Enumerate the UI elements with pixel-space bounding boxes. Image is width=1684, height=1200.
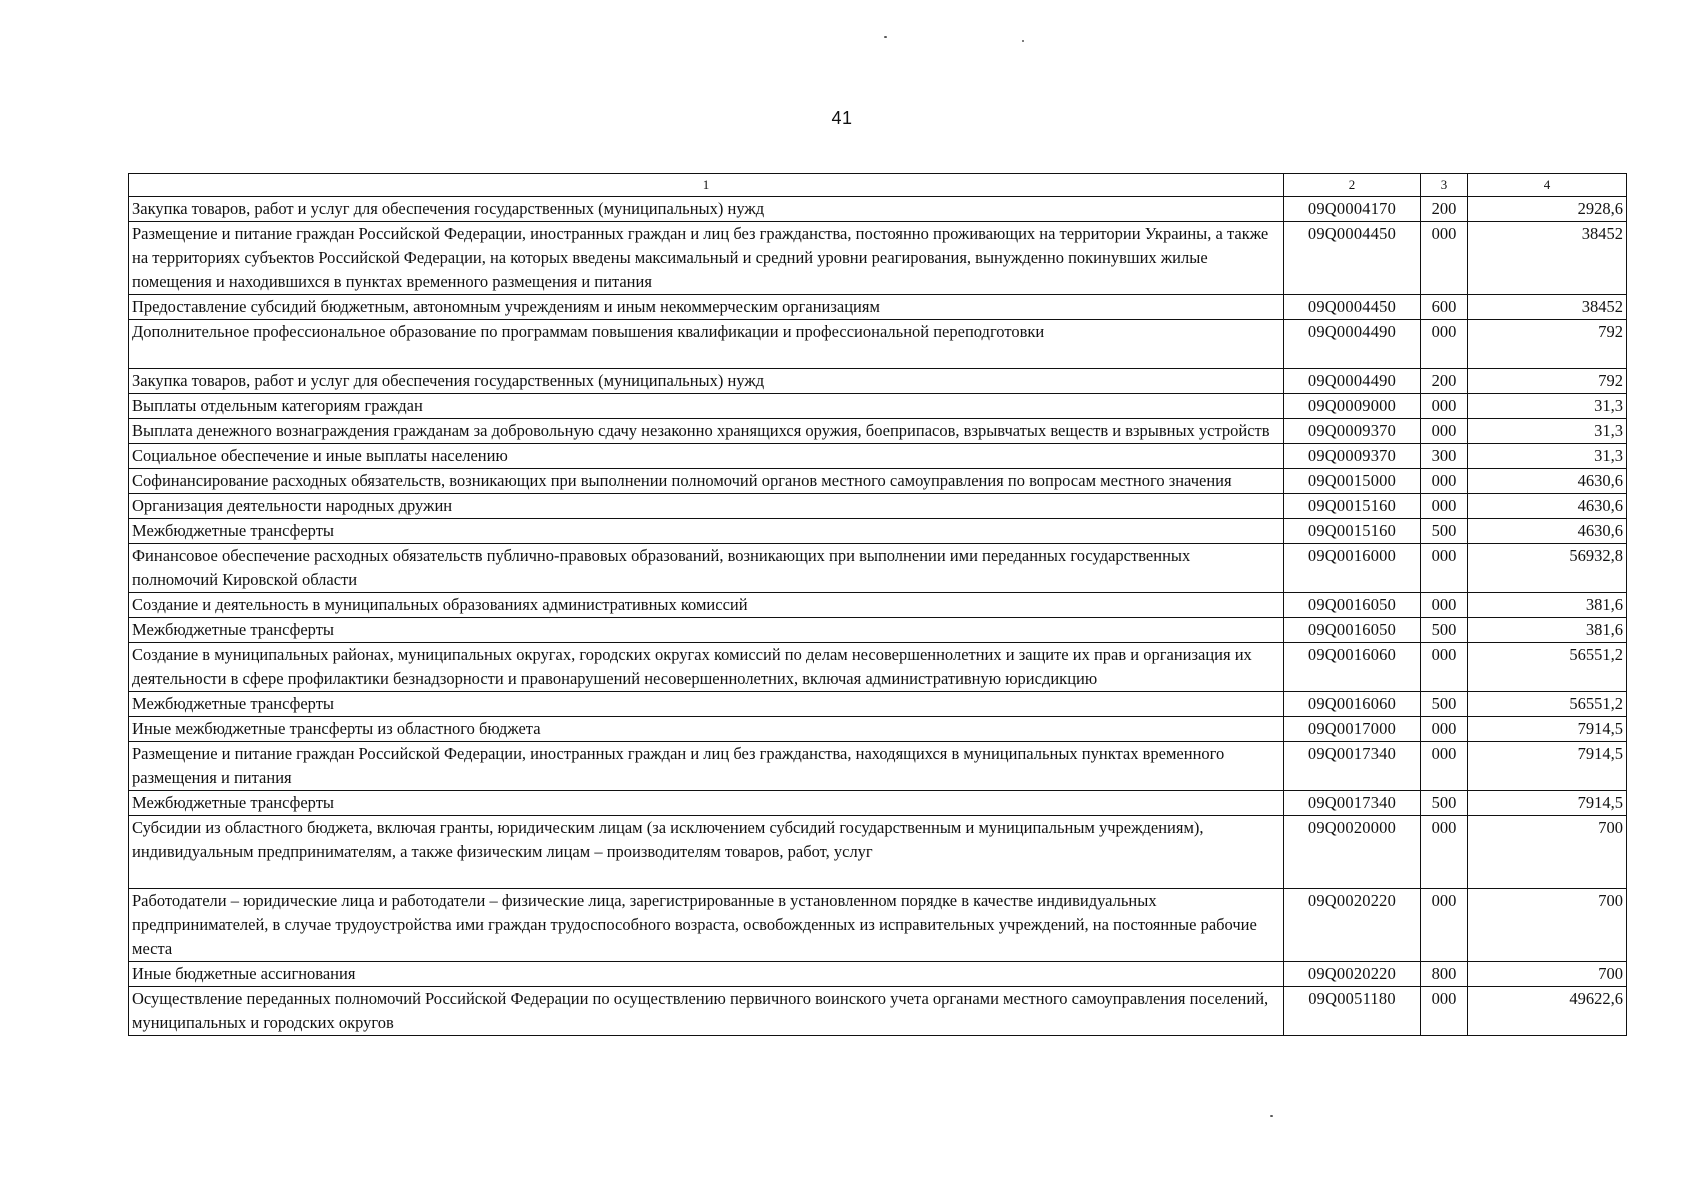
column-header-3: 3 (1421, 174, 1468, 197)
row-code-cell: 09Q0004490 (1284, 320, 1421, 369)
row-amount-cell: 56932,8 (1468, 544, 1627, 593)
row-kind-cell: 000 (1421, 816, 1468, 889)
row-kind-cell: 200 (1421, 197, 1468, 222)
row-amount-cell: 4630,6 (1468, 469, 1627, 494)
row-amount-cell: 31,3 (1468, 444, 1627, 469)
row-name-cell: Создание и деятельность в муниципальных образованиях административных комиссий (129, 593, 1284, 618)
row-amount-cell: 7914,5 (1468, 742, 1627, 791)
row-kind-cell: 000 (1421, 222, 1468, 295)
table-row (129, 494, 1627, 519)
row-code-cell: 09Q0020220 (1284, 962, 1421, 987)
row-kind-cell: 000 (1421, 320, 1468, 369)
row-code-cell: 09Q0016060 (1284, 692, 1421, 717)
row-code-cell: 09Q0016050 (1284, 618, 1421, 643)
row-kind-cell: 500 (1421, 791, 1468, 816)
table-row (129, 222, 1627, 295)
table-row (129, 519, 1627, 544)
row-amount-cell: 56551,2 (1468, 643, 1627, 692)
table-row (129, 816, 1627, 889)
row-kind-cell: 800 (1421, 962, 1468, 987)
table-row (129, 987, 1627, 1036)
row-name-cell: Закупка товаров, работ и услуг для обеспечения государственных (муниципальных) нужд (129, 197, 1284, 222)
row-amount-cell: 792 (1468, 320, 1627, 369)
row-name-cell: Софинансирование расходных обязательств, возникающих при выполнении полномочий органов местного самоуправления по вопросам местного значения (129, 469, 1284, 494)
column-header-4: 4 (1468, 174, 1627, 197)
row-amount-cell: 38452 (1468, 295, 1627, 320)
row-name-cell: Работодатели – юридические лица и работодатели – физические лица, зарегистрированные в установленном порядке в качестве индивидуальных предпринимателей, в случае трудоустройства ими граждан трудоспособного возраста, освобожденных из исправительных учреждений, на постоянные рабочие места (129, 889, 1284, 962)
row-amount-cell: 7914,5 (1468, 717, 1627, 742)
row-name-cell: Создание в муниципальных районах, муниципальных округах, городских округах комиссий по делам несовершеннолетних и защите их прав и организация их деятельности в сфере профилактики безнадзорности и правонарушений несовершеннолетних, включая административную юрисдикцию (129, 643, 1284, 692)
row-kind-cell: 000 (1421, 717, 1468, 742)
row-name-cell: Размещение и питание граждан Российской Федерации, иностранных граждан и лиц без гражданства, находящихся в муниципальных пунктах временного размещения и питания (129, 742, 1284, 791)
row-amount-cell: 31,3 (1468, 394, 1627, 419)
scan-speck (884, 36, 887, 38)
row-name-cell: Межбюджетные трансферты (129, 618, 1284, 643)
row-kind-cell: 000 (1421, 643, 1468, 692)
table-row (129, 717, 1627, 742)
row-code-cell: 09Q0009370 (1284, 444, 1421, 469)
row-kind-cell: 500 (1421, 692, 1468, 717)
row-kind-cell: 300 (1421, 444, 1468, 469)
row-code-cell: 09Q0017340 (1284, 791, 1421, 816)
row-code-cell: 09Q0015000 (1284, 469, 1421, 494)
row-kind-cell: 000 (1421, 889, 1468, 962)
row-kind-cell: 200 (1421, 369, 1468, 394)
row-kind-cell: 000 (1421, 742, 1468, 791)
row-name-cell: Межбюджетные трансферты (129, 791, 1284, 816)
table-row (129, 469, 1627, 494)
row-code-cell: 09Q0004490 (1284, 369, 1421, 394)
row-amount-cell: 700 (1468, 962, 1627, 987)
row-amount-cell: 49622,6 (1468, 987, 1627, 1036)
row-name-cell: Выплата денежного вознаграждения гражданам за добровольную сдачу незаконно хранящихся оружия, боеприпасов, взрывчатых веществ и взрывных устройств (129, 419, 1284, 444)
row-code-cell: 09Q0016060 (1284, 643, 1421, 692)
row-name-cell: Межбюджетные трансферты (129, 519, 1284, 544)
row-kind-cell: 000 (1421, 394, 1468, 419)
row-amount-cell: 56551,2 (1468, 692, 1627, 717)
row-code-cell: 09Q0004450 (1284, 295, 1421, 320)
table-header-row (129, 174, 1627, 197)
budget-table (128, 173, 1627, 1036)
table-row (129, 742, 1627, 791)
row-code-cell: 09Q0009000 (1284, 394, 1421, 419)
column-header-1: 1 (129, 174, 1284, 197)
row-kind-cell: 600 (1421, 295, 1468, 320)
row-code-cell: 09Q0004450 (1284, 222, 1421, 295)
row-code-cell: 09Q0015160 (1284, 494, 1421, 519)
row-code-cell: 09Q0020000 (1284, 816, 1421, 889)
row-name-cell: Субсидии из областного бюджета, включая гранты, юридическим лицам (за исключением субсидий государственным и муниципальным учреждениям), индивидуальным предпринимателям, а также физическим лицам – производителям товаров, работ, услуг (129, 816, 1284, 889)
row-amount-cell: 4630,6 (1468, 494, 1627, 519)
row-name-cell: Дополнительное профессиональное образование по программам повышения квалификации и профессиональной переподготовки (129, 320, 1284, 369)
row-name-cell: Финансовое обеспечение расходных обязательств публично-правовых образований, возникающих при выполнении ими переданных государственных полномочий Кировской области (129, 544, 1284, 593)
row-kind-cell: 000 (1421, 987, 1468, 1036)
row-code-cell: 09Q0017000 (1284, 717, 1421, 742)
row-name-cell: Иные межбюджетные трансферты из областного бюджета (129, 717, 1284, 742)
table-row (129, 444, 1627, 469)
page-number: 41 (831, 108, 853, 128)
row-name-cell: Организация деятельности народных дружин (129, 494, 1284, 519)
row-kind-cell: 000 (1421, 469, 1468, 494)
row-code-cell: 09Q0015160 (1284, 519, 1421, 544)
table-row (129, 197, 1627, 222)
table-row (129, 692, 1627, 717)
row-name-cell: Размещение и питание граждан Российской Федерации, иностранных граждан и лиц без гражданства, постоянно проживающих на территории Украины, а также на территориях субъектов Российской Федерации, на которых введены максимальный и средний уровни реагирования, вынужденно покинувших жилые помещения и находившихся в пунктах временного размещения и питания (129, 222, 1284, 295)
row-code-cell: 09Q0051180 (1284, 987, 1421, 1036)
row-code-cell: 09Q0004170 (1284, 197, 1421, 222)
row-code-cell: 09Q0016050 (1284, 593, 1421, 618)
table-row (129, 295, 1627, 320)
row-kind-cell: 000 (1421, 494, 1468, 519)
table-row (129, 889, 1627, 962)
table-row (129, 544, 1627, 593)
row-name-cell: Предоставление субсидий бюджетным, автономным учреждениям и иным некоммерческим организациям (129, 295, 1284, 320)
row-amount-cell: 38452 (1468, 222, 1627, 295)
row-amount-cell: 792 (1468, 369, 1627, 394)
row-kind-cell: 000 (1421, 544, 1468, 593)
row-kind-cell: 500 (1421, 519, 1468, 544)
row-code-cell: 09Q0016000 (1284, 544, 1421, 593)
row-kind-cell: 000 (1421, 419, 1468, 444)
table-row (129, 394, 1627, 419)
row-name-cell: Иные бюджетные ассигнования (129, 962, 1284, 987)
row-amount-cell: 381,6 (1468, 618, 1627, 643)
row-amount-cell: 2928,6 (1468, 197, 1627, 222)
table-row (129, 320, 1627, 369)
row-amount-cell: 31,3 (1468, 419, 1627, 444)
row-name-cell: Выплаты отдельным категориям граждан (129, 394, 1284, 419)
row-amount-cell: 7914,5 (1468, 791, 1627, 816)
table-row (129, 593, 1627, 618)
row-amount-cell: 700 (1468, 889, 1627, 962)
row-name-cell: Межбюджетные трансферты (129, 692, 1284, 717)
row-amount-cell: 381,6 (1468, 593, 1627, 618)
row-code-cell: 09Q0017340 (1284, 742, 1421, 791)
row-name-cell: Закупка товаров, работ и услуг для обеспечения государственных (муниципальных) нужд (129, 369, 1284, 394)
table-row (129, 791, 1627, 816)
row-code-cell: 09Q0009370 (1284, 419, 1421, 444)
scan-speck (1270, 1115, 1273, 1117)
table-row (129, 419, 1627, 444)
column-header-2: 2 (1284, 174, 1421, 197)
table-row (129, 962, 1627, 987)
row-kind-cell: 000 (1421, 593, 1468, 618)
table-row (129, 369, 1627, 394)
table-body (129, 197, 1627, 1036)
row-amount-cell: 4630,6 (1468, 519, 1627, 544)
scan-speck (1022, 40, 1024, 42)
row-kind-cell: 500 (1421, 618, 1468, 643)
table-row (129, 643, 1627, 692)
row-name-cell: Осуществление переданных полномочий Российской Федерации по осуществлению первичного воинского учета органами местного самоуправления поселений, муниципальных и городских округов (129, 987, 1284, 1036)
row-code-cell: 09Q0020220 (1284, 889, 1421, 962)
row-name-cell: Социальное обеспечение и иные выплаты населению (129, 444, 1284, 469)
row-amount-cell: 700 (1468, 816, 1627, 889)
table-row (129, 618, 1627, 643)
